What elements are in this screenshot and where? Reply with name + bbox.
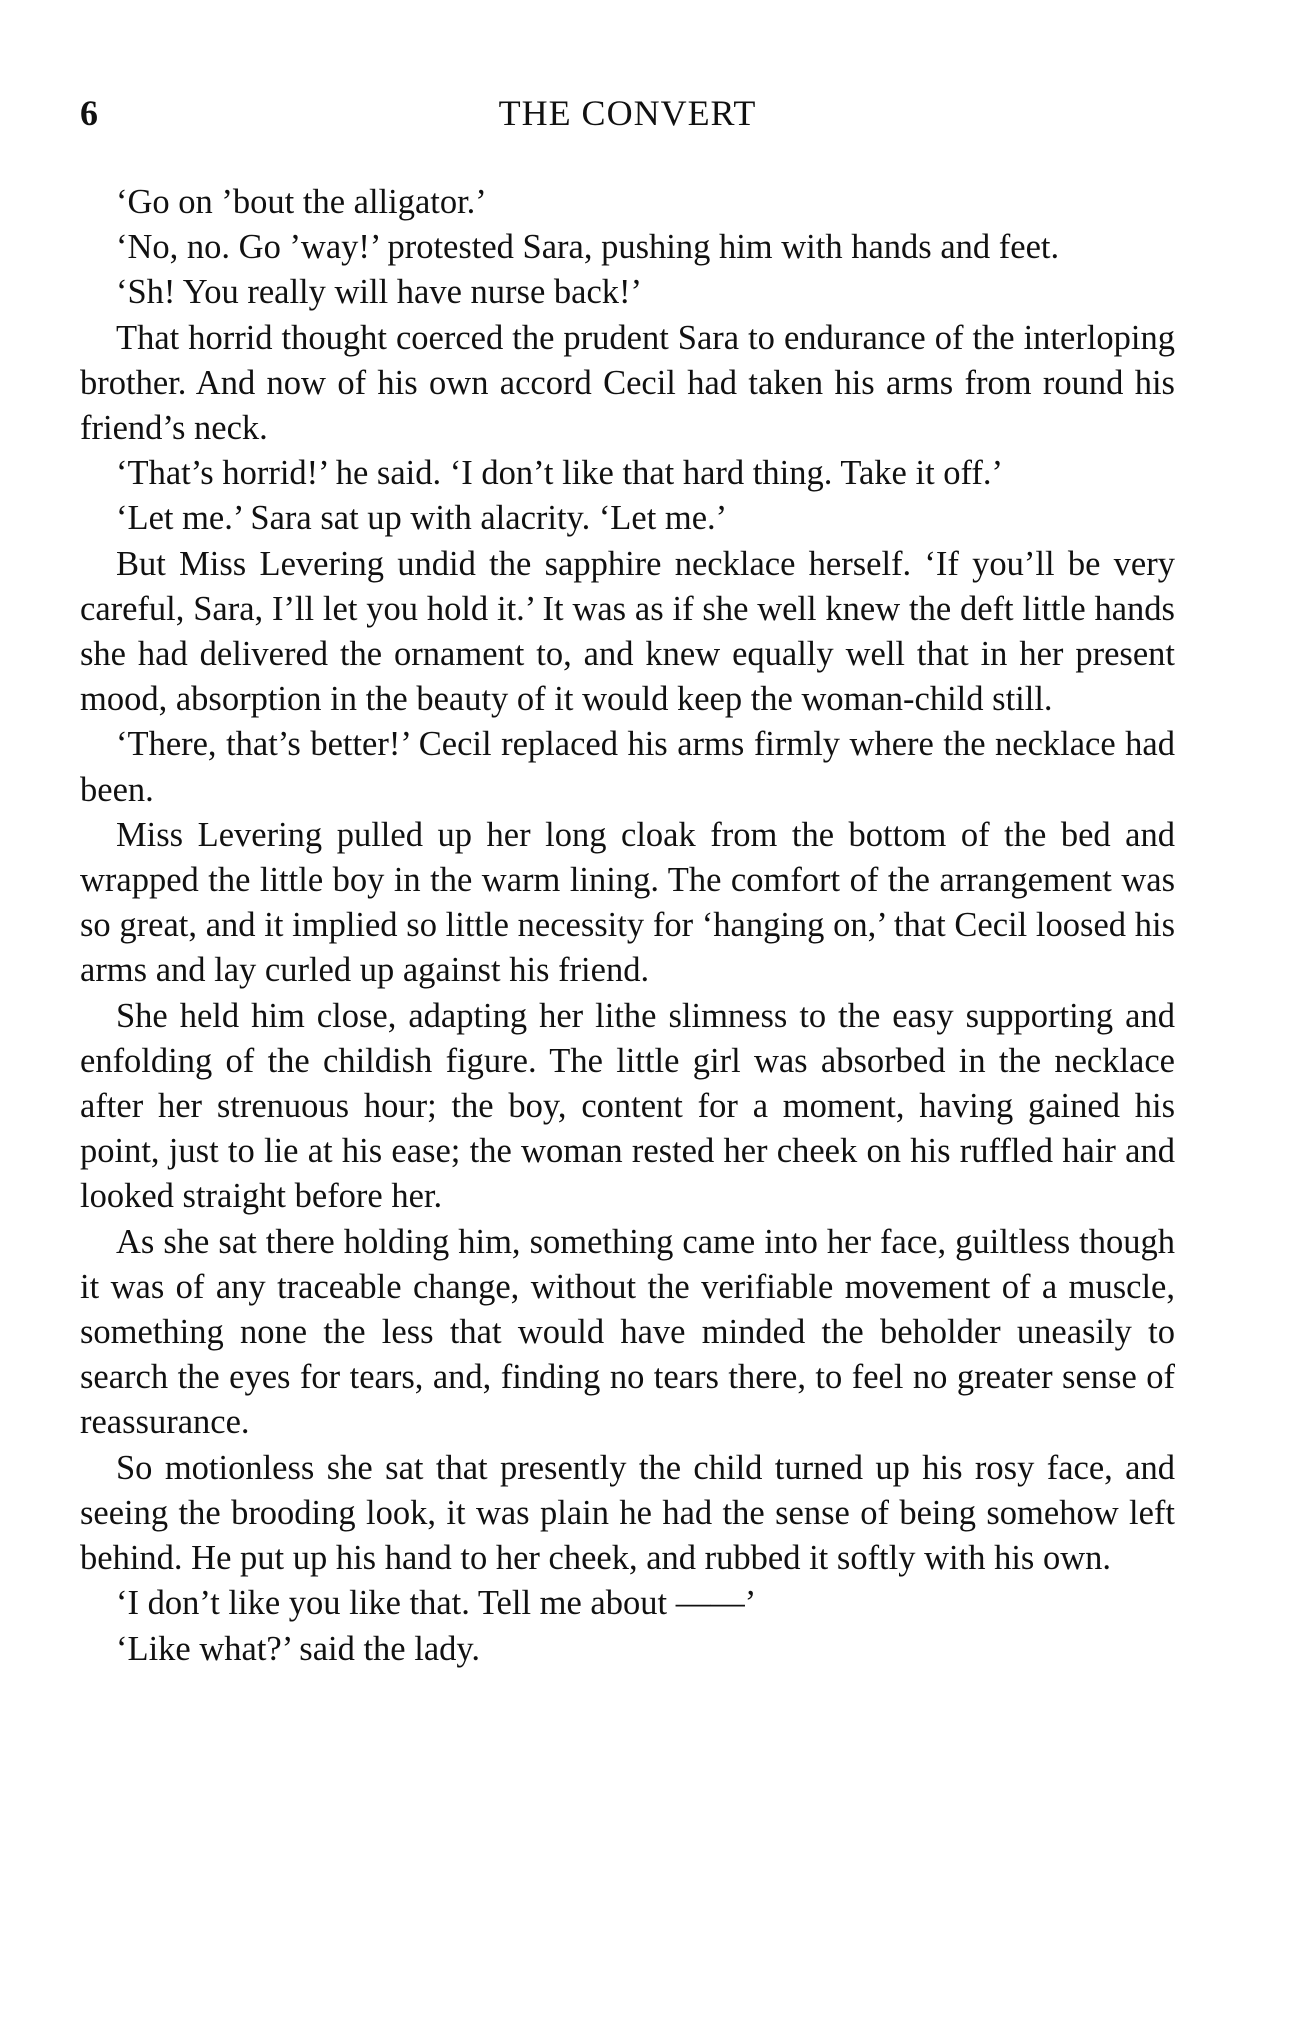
page-header	[80, 92, 1175, 142]
running-title: THE CONVERT	[498, 93, 757, 133]
paragraph: ‘Like what?’ said the lady.	[116, 1629, 481, 1668]
paragraph: But Miss Levering undid the sapphire necklace herself. ‘If you’ll be very careful, Sara, I’ll let you hold it.’ It was as if she well knew the deft little hands she had delivered the ornament to, and knew equally well that in her present mood, absorption in the beauty of it would keep the woman-child still.	[80, 544, 1175, 719]
paragraph: ‘No, no. Go ’way!’ protested Sara, pushing him with hands and feet.	[116, 228, 1060, 267]
paragraph: ‘I don’t like you like that. Tell me about ——’	[116, 1584, 757, 1623]
paragraph: As she sat there holding him, something came into her face, guiltless though it was of any traceable change, without the verifiable movement of a muscle, something none the less that would have minded the beholder uneasily to search the eyes for tears, and, finding no tears there, to feel no greater sense of reassurance.	[80, 1222, 1175, 1442]
paragraph: ‘Sh! You really will have nurse back!’	[116, 273, 643, 312]
body-text	[80, 180, 1175, 1672]
paragraph: So motionless she sat that presently the child turned up his rosy face, and seeing the brooding look, it was plain he had the sense of being somehow left behind. He put up his hand to her cheek, and rubbed it softly with his own.	[80, 1448, 1175, 1578]
paragraph: She held him close, adapting her lithe slimness to the easy supporting and enfolding of the childish figure. The little girl was absorbed in the necklace after her strenuous hour; the boy, content for a moment, having gained his point, just to lie at his ease; the woman rested her cheek on his ruffled hair and looked straight before her.	[80, 996, 1175, 1216]
paragraph: ‘Let me.’ Sara sat up with alacrity. ‘Let me.’	[116, 499, 728, 538]
paragraph: Miss Levering pulled up her long cloak from the bottom of the bed and wrapped the little boy in the warm lining. The comfort of the arrangement was so great, and it implied so little necessity for ‘hanging on,’ that Cecil loosed his arms and lay curled up against his friend.	[80, 815, 1175, 990]
page-number: 6	[80, 93, 99, 133]
paragraph: ‘That’s horrid!’ he said. ‘I don’t like that hard thing. Take it off.’	[116, 454, 1004, 493]
paragraph: That horrid thought coerced the prudent Sara to endurance of the interloping brother. And now of his own accord Cecil had taken his arms from round his friend’s neck.	[80, 318, 1175, 448]
paragraph: ‘There, that’s better!’ Cecil replaced his arms firmly where the necklace had been.	[80, 725, 1175, 809]
paragraph: ‘Go on ’bout the alligator.’	[116, 183, 487, 221]
